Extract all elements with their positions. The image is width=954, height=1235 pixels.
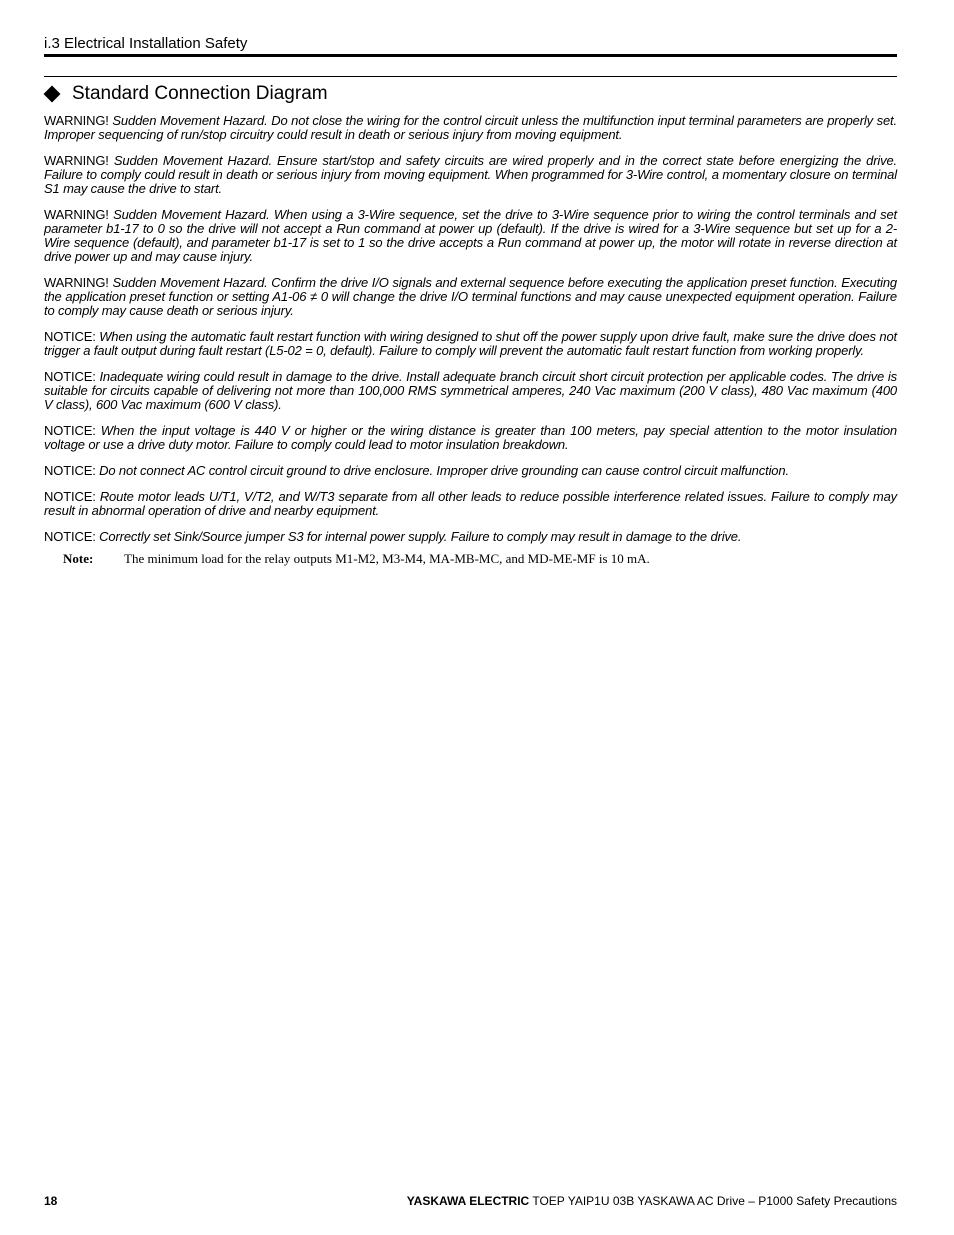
diamond-bullet-icon xyxy=(44,86,61,103)
page-number: 18 xyxy=(44,1194,58,1208)
safety-messages xyxy=(44,114,897,567)
section-rule xyxy=(44,76,897,77)
hazard-text: When the input voltage is 440 V or higher or the wiring distance is greater than 100 meters, pay special attention to the motor insulation voltage or use a drive duty motor. Failure to comply could lead to motor insulation breakdown. xyxy=(44,423,897,452)
note-text: The minimum load for the relay outputs M1-M2, M3-M4, MA-MB-MC, and MD-ME-MF is 10 mA. xyxy=(124,551,650,566)
hazard-text: Sudden Movement Hazard. Ensure start/stop and safety circuits are wired properly and in the correct state before energizing the drive. Failure to comply could result in death or serious injury from moving equipment. When programmed for 3-Wire control, a momentary closure on terminal S1 may cause the drive to start. xyxy=(44,153,897,196)
footer-doc-info xyxy=(407,1193,897,1209)
hazard-text: Sudden Movement Hazard. When using a 3-Wire sequence, set the drive to 3-Wire sequence prior to wiring the control terminals and set parameter b1-17 to 0 so the drive will not accept a Run command at power up (default). If the drive is wired for a 3-Wire sequence but set up for a 2-Wire sequence (default), and parameter b1-17 is set to 1 so the drive accepts a Run command at power up, the motor will rotate in reverse direction at drive power up and may cause injury. xyxy=(44,207,897,264)
safety-message xyxy=(44,464,897,478)
document-page xyxy=(44,0,897,1235)
hazard-text: Correctly set Sink/Source jumper S3 for internal power supply. Failure to comply may result in damage to the drive. xyxy=(99,529,742,544)
safety-message xyxy=(44,424,897,452)
safety-message xyxy=(44,276,897,318)
document-title: TOEP YAIP1U 03B YASKAWA AC Drive – P1000 Safety Precautions xyxy=(532,1194,897,1208)
hazard-tag: WARNING! xyxy=(44,275,109,290)
safety-message xyxy=(44,530,897,544)
section-heading xyxy=(44,83,897,105)
safety-message xyxy=(44,490,897,518)
hazard-tag: NOTICE: xyxy=(44,489,96,504)
hazard-text: Sudden Movement Hazard. Confirm the drive I/O signals and external sequence before executing the application preset function. Executing the application preset function or setting A1-06 ≠ 0 will change the drive I/O terminal functions and may cause unexpected equipment operation. Failure to comply may cause death or serious injury. xyxy=(44,275,897,318)
company-name: YASKAWA ELECTRIC xyxy=(406,1194,530,1208)
hazard-text: Route motor leads U/T1, V/T2, and W/T3 separate from all other leads to reduce possible interference related issues. Failure to comply may result in abnormal operation of drive and nearby equipment. xyxy=(44,489,897,518)
hazard-text: Inadequate wiring could result in damage to the drive. Install adequate branch circuit short circuit protection per applicable codes. The drive is suitable for circuits capable of delivering not more than 100,000 RMS symmetrical amperes, 240 Vac maximum (200 V class), 480 Vac maximum (400 V class), 600 Vac maximum (600 V class). xyxy=(44,369,897,412)
safety-message xyxy=(44,330,897,358)
page-footer xyxy=(44,1193,897,1209)
running-header: i.3 Electrical Installation Safety xyxy=(44,35,248,52)
hazard-tag: NOTICE: xyxy=(44,463,96,478)
hazard-tag: NOTICE: xyxy=(44,329,96,344)
safety-message xyxy=(44,370,897,412)
hazard-text: When using the automatic fault restart function with wiring designed to shut off the power supply upon drive fault, make sure the drive does not trigger a fault output during fault restart (L5-02 = 0, default). Failure to comply will prevent the automatic fault restart function from working properly. xyxy=(44,329,897,358)
section-title: Standard Connection Diagram xyxy=(72,83,328,104)
hazard-tag: NOTICE: xyxy=(44,423,96,438)
hazard-tag: WARNING! xyxy=(44,113,109,128)
safety-message xyxy=(44,154,897,196)
hazard-tag: WARNING! xyxy=(44,153,109,168)
note-label: Note: xyxy=(63,551,94,566)
hazard-text: Do not connect AC control circuit ground to drive enclosure. Improper drive grounding can cause control circuit malfunction. xyxy=(99,463,789,478)
hazard-tag: NOTICE: xyxy=(44,529,96,544)
note xyxy=(44,551,897,567)
header-rule xyxy=(44,54,897,57)
hazard-tag: NOTICE: xyxy=(44,369,96,384)
hazard-tag: WARNING! xyxy=(44,207,109,222)
hazard-text: Sudden Movement Hazard. Do not close the wiring for the control circuit unless the multifunction input terminal parameters are properly set. Improper sequencing of run/stop circuitry could result in death or serious injury from moving equipment. xyxy=(44,113,897,142)
safety-message xyxy=(44,208,897,264)
safety-message xyxy=(44,114,897,142)
